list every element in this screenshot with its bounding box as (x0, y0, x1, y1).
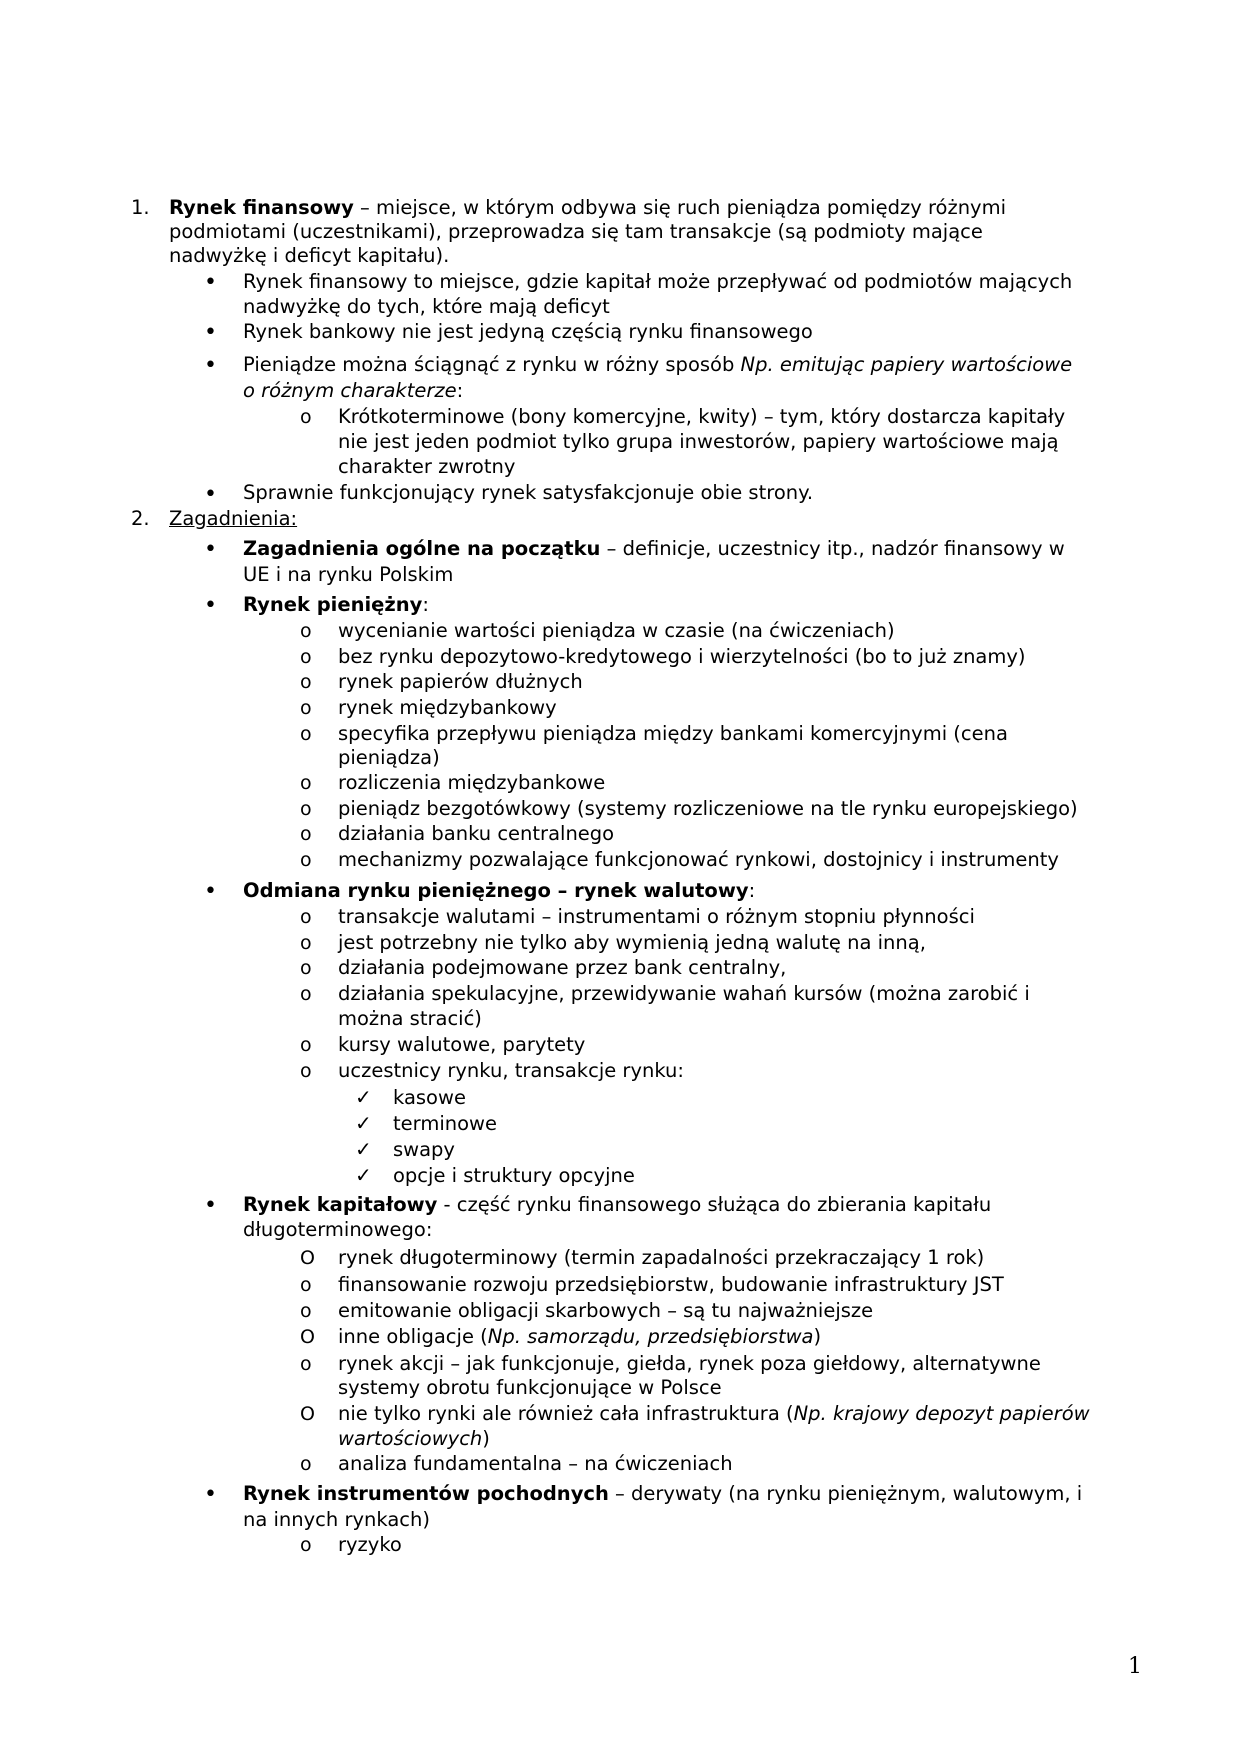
sub-bullet-marker: o (300, 1060, 312, 1082)
bullet-marker: • (204, 1193, 217, 1218)
sub-bullet-marker: o (300, 1534, 312, 1556)
sub-item: rynek akcji – jak funkcjonuje, giełda, rynek poza giełdowy, alternatywne (338, 1352, 1041, 1375)
sub-bullet-marker: o (300, 849, 312, 871)
s1-bullet-3-italic: Np. emitując papiery wartościowe (740, 353, 1073, 376)
s2-bullet-1-line-2: UE i na rynku Polskim (243, 563, 454, 586)
sub-item-text: inne obligacje ( (338, 1325, 488, 1348)
sub-item-italic: Np. samorządu, przedsiębiorstwa (487, 1325, 814, 1348)
sub-bullet-marker: o (300, 957, 312, 979)
s1-bullet-1-line-2: nadwyżkę do tych, które mają deficyt (243, 295, 610, 318)
sub-item-text: ) (813, 1325, 822, 1348)
item-1-text: – miejsce, w którym odbywa się ruch pieniądza pomiędzy różnymi (353, 196, 1007, 219)
s1-bullet-3-text: Pieniądze można ściągnąć z rynku w różny sposób (243, 353, 741, 376)
sub-item-continuation: można stracić) (338, 1007, 482, 1030)
sub-item: rynek papierów dłużnych (338, 670, 583, 693)
sub-item-text: ) (482, 1427, 490, 1450)
check-item: kasowe (393, 1086, 466, 1109)
sub-bullet-marker: O (300, 1403, 315, 1425)
s1-sub-1-line-1: Krótkoterminowe (bony komercyjne, kwity) – tym, który dostarcza kapitały (338, 405, 1066, 428)
bullet-marker: • (204, 353, 217, 378)
sub-bullet-marker: o (300, 1453, 312, 1475)
sub-bullet-marker: o (300, 1034, 312, 1056)
sub-bullet-marker: o (300, 983, 312, 1005)
s2-bullet-4-text: - część rynku finansowego służąca do zbierania kapitału (437, 1193, 992, 1216)
sub-item: specyfika przepływu pieniądza między bankami komercyjnymi (cena (338, 722, 1008, 745)
item-1-line-2: podmiotami (uczestnikami), przeprowadza się tam transakcje (są podmioty mające (169, 220, 983, 243)
sub-bullet-marker: o (300, 723, 312, 745)
bullet-marker: • (204, 593, 217, 618)
sub-bullet-marker: o (300, 906, 312, 928)
s2-bullet-3-heading: Odmiana rynku pieniężnego – rynek walutowy (243, 879, 749, 902)
sub-item: działania podejmowane przez bank centralny, (338, 956, 787, 979)
sub-item: działania spekulacyjne, przewidywanie wahań kursów (można zarobić i (338, 982, 1030, 1005)
bullet-marker: • (204, 1482, 217, 1507)
sub-item: kursy walutowe, parytety (338, 1033, 586, 1056)
s2-bullet-1-text: – definicje, uczestnicy itp., nadzór finansowy w (600, 537, 1065, 560)
checkmark-icon: ✓ (355, 1137, 372, 1161)
sub-bullet-marker: o (300, 406, 312, 428)
bullet-marker: • (204, 320, 217, 345)
sub-bullet-marker: o (300, 772, 312, 794)
sub-item-italic: wartościowych (338, 1427, 483, 1450)
sub-bullet-marker: o (300, 798, 312, 820)
item-number: 1. (131, 196, 150, 219)
sub-item: działania banku centralnego (338, 822, 615, 845)
s1-bullet-3-italic-2: o różnym charakterze (243, 379, 457, 402)
sub-bullet-marker: o (300, 1274, 312, 1296)
sub-item: emitowanie obligacji skarbowych – są tu najważniejsze (338, 1299, 874, 1322)
sub-item-continuation (338, 1427, 490, 1451)
sub-bullet-marker: o (300, 823, 312, 845)
bullet-marker: • (204, 482, 217, 507)
item-1-line-1 (169, 196, 1006, 220)
sub-item (338, 1325, 821, 1349)
s1-bullet-3-line-2 (243, 379, 463, 403)
bullet-marker: • (204, 537, 217, 562)
s2-bullet-1-line-1 (243, 537, 1065, 561)
sub-item: bez rynku depozytowo-kredytowego i wierzytelności (bo to już znamy) (338, 645, 1026, 668)
sub-bullet-marker: o (300, 671, 312, 693)
s2-bullet-1-heading: Zagadnienia ogólne na początku (243, 537, 601, 560)
item-number: 2. (131, 507, 150, 530)
item-1-heading: Rynek finansowy (169, 196, 354, 219)
sub-item: jest potrzebny nie tylko aby wymienią jedną walutę na inną, (338, 931, 926, 954)
check-item: opcje i struktury opcyjne (393, 1164, 635, 1187)
sub-item: ryzyko (338, 1533, 402, 1556)
checkmark-icon: ✓ (355, 1085, 372, 1109)
sub-item: rynek międzybankowy (338, 696, 557, 719)
s2-bullet-3-colon: : (748, 879, 756, 902)
sub-bullet-marker: O (300, 1326, 315, 1348)
s2-bullet-2 (243, 593, 429, 617)
page-number: 1 (1128, 1654, 1142, 1679)
s2-bullet-4-line-1 (243, 1193, 991, 1217)
s2-bullet-5-line-2: na innych rynkach) (243, 1508, 430, 1531)
s2-bullet-2-colon: : (422, 593, 429, 616)
sub-item-continuation: systemy obrotu funkcjonujące w Polsce (338, 1376, 722, 1399)
sub-bullet-marker: o (300, 1300, 312, 1322)
s2-bullet-4-line-2: długoterminowego: (243, 1218, 433, 1241)
sub-bullet-marker: o (300, 932, 312, 954)
sub-item: finansowanie rozwoju przedsiębiorstw, budowanie infrastruktury JST (338, 1273, 1004, 1296)
sub-item-continuation: pieniądza) (338, 746, 440, 769)
sub-item: transakcje walutami – instrumentami o różnym stopniu płynności (338, 905, 975, 928)
sub-item: uczestnicy rynku, transakcje rynku: (338, 1059, 684, 1082)
s1-bullet-4: Sprawnie funkcjonujący rynek satysfakcjonuje obie strony. (243, 481, 814, 504)
sub-item: rynek długoterminowy (termin zapadalności przekraczający 1 rok) (338, 1246, 985, 1269)
s1-bullet-1-line-1: Rynek finansowy to miejsce, gdzie kapitał może przepływać od podmiotów mających (243, 270, 1073, 293)
sub-bullet-marker: o (300, 646, 312, 668)
sub-bullet-marker: o (300, 620, 312, 642)
s2-bullet-3 (243, 879, 755, 903)
sub-item-italic: Np. krajowy depozyt papierów (793, 1402, 1090, 1425)
item-1-line-3: nadwyżkę i deficyt kapitału). (169, 244, 450, 267)
s2-bullet-5-heading: Rynek instrumentów pochodnych (243, 1482, 609, 1505)
s2-bullet-2-heading: Rynek pieniężny (243, 593, 423, 616)
sub-item: wycenianie wartości pieniądza w czasie (na ćwiczeniach) (338, 619, 895, 642)
bullet-marker: • (204, 270, 217, 295)
s1-bullet-3-line-1 (243, 353, 1072, 377)
checkmark-icon: ✓ (355, 1111, 372, 1135)
s1-sub-1-line-3: charakter zwrotny (338, 455, 516, 478)
sub-item-text: nie tylko rynki ale również cała infrastruktura ( (338, 1402, 794, 1425)
check-item: swapy (393, 1138, 455, 1161)
checkmark-icon: ✓ (355, 1163, 372, 1187)
s2-bullet-5-line-1 (243, 1482, 1082, 1506)
s2-bullet-5-text: – derywaty (na rynku pieniężnym, walutowym, i (608, 1482, 1083, 1505)
sub-bullet-marker: o (300, 697, 312, 719)
sub-bullet-marker: o (300, 1353, 312, 1375)
item-2-heading: Zagadnienia: (169, 507, 298, 530)
s1-sub-1-line-2: nie jest jeden podmiot tylko grupa inwestorów, papiery wartościowe mają (338, 430, 1059, 453)
s1-bullet-3-colon: : (456, 379, 464, 402)
sub-item (338, 1402, 1090, 1426)
check-item: terminowe (393, 1112, 497, 1135)
bullet-marker: • (204, 879, 217, 904)
sub-item: analiza fundamentalna – na ćwiczeniach (338, 1452, 733, 1475)
sub-item: pieniądz bezgotówkowy (systemy rozliczeniowe na tle rynku europejskiego) (338, 797, 1078, 820)
sub-item: rozliczenia międzybankowe (338, 771, 606, 794)
s1-bullet-2: Rynek bankowy nie jest jedyną częścią rynku finansowego (243, 320, 813, 343)
sub-bullet-marker: O (300, 1247, 315, 1269)
s2-bullet-4-heading: Rynek kapitałowy (243, 1193, 438, 1216)
sub-item: mechanizmy pozwalające funkcjonować rynkowi, dostojnicy i instrumenty (338, 848, 1059, 871)
